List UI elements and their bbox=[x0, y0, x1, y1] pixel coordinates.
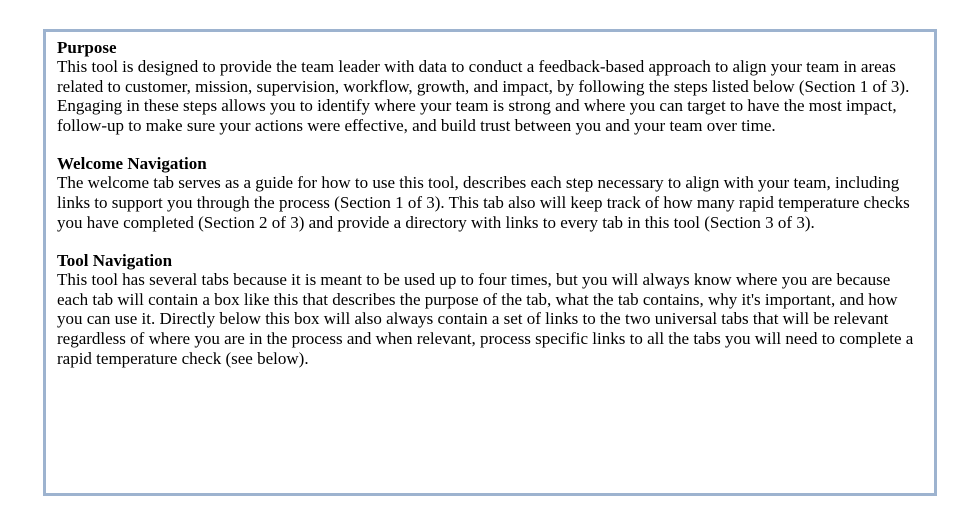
welcome-navigation-heading: Welcome Navigation bbox=[57, 154, 207, 174]
tool-navigation-section bbox=[57, 251, 924, 368]
tool-navigation-heading: Tool Navigation bbox=[57, 251, 173, 271]
purpose-text: This tool is designed to provide the team leader with data to conduct a feedback-based approach to align your team in areas related to customer, mission, supervision, workflow, growth, and impact, by following the steps listed below (Section 1 of 3). Engaging in these steps allows you to identify where your team is strong and where you can target to have the most impact, follow-up to make sure your actions were effective, and build trust between you and your team over time. bbox=[57, 57, 910, 135]
tool-navigation-text: This tool has several tabs because it is meant to be used up to four times, but you will always know where you are because each tab will contain a box like this that describes the purpose of the tab, what the tab contains, why it's important, and how you can use it. Directly below this box will also always contain a set of links to the two universal tabs that will be relevant regardless of where you are in the process and when relevant, process specific links to all the tabs you will need to complete a rapid temperature check (see below). bbox=[57, 270, 914, 368]
info-box bbox=[43, 29, 937, 496]
welcome-navigation-text: The welcome tab serves as a guide for how to use this tool, describes each step necessary to align with your team, including links to support you through the process (Section 1 of 3). This tab also will keep track of how many rapid temperature checks you have completed (Section 2 of 3) and provide a directory with links to every tab in this tool (Section 3 of 3). bbox=[57, 173, 910, 232]
welcome-navigation-section bbox=[57, 154, 924, 232]
purpose-heading: Purpose bbox=[57, 38, 117, 57]
purpose-section bbox=[57, 38, 924, 135]
